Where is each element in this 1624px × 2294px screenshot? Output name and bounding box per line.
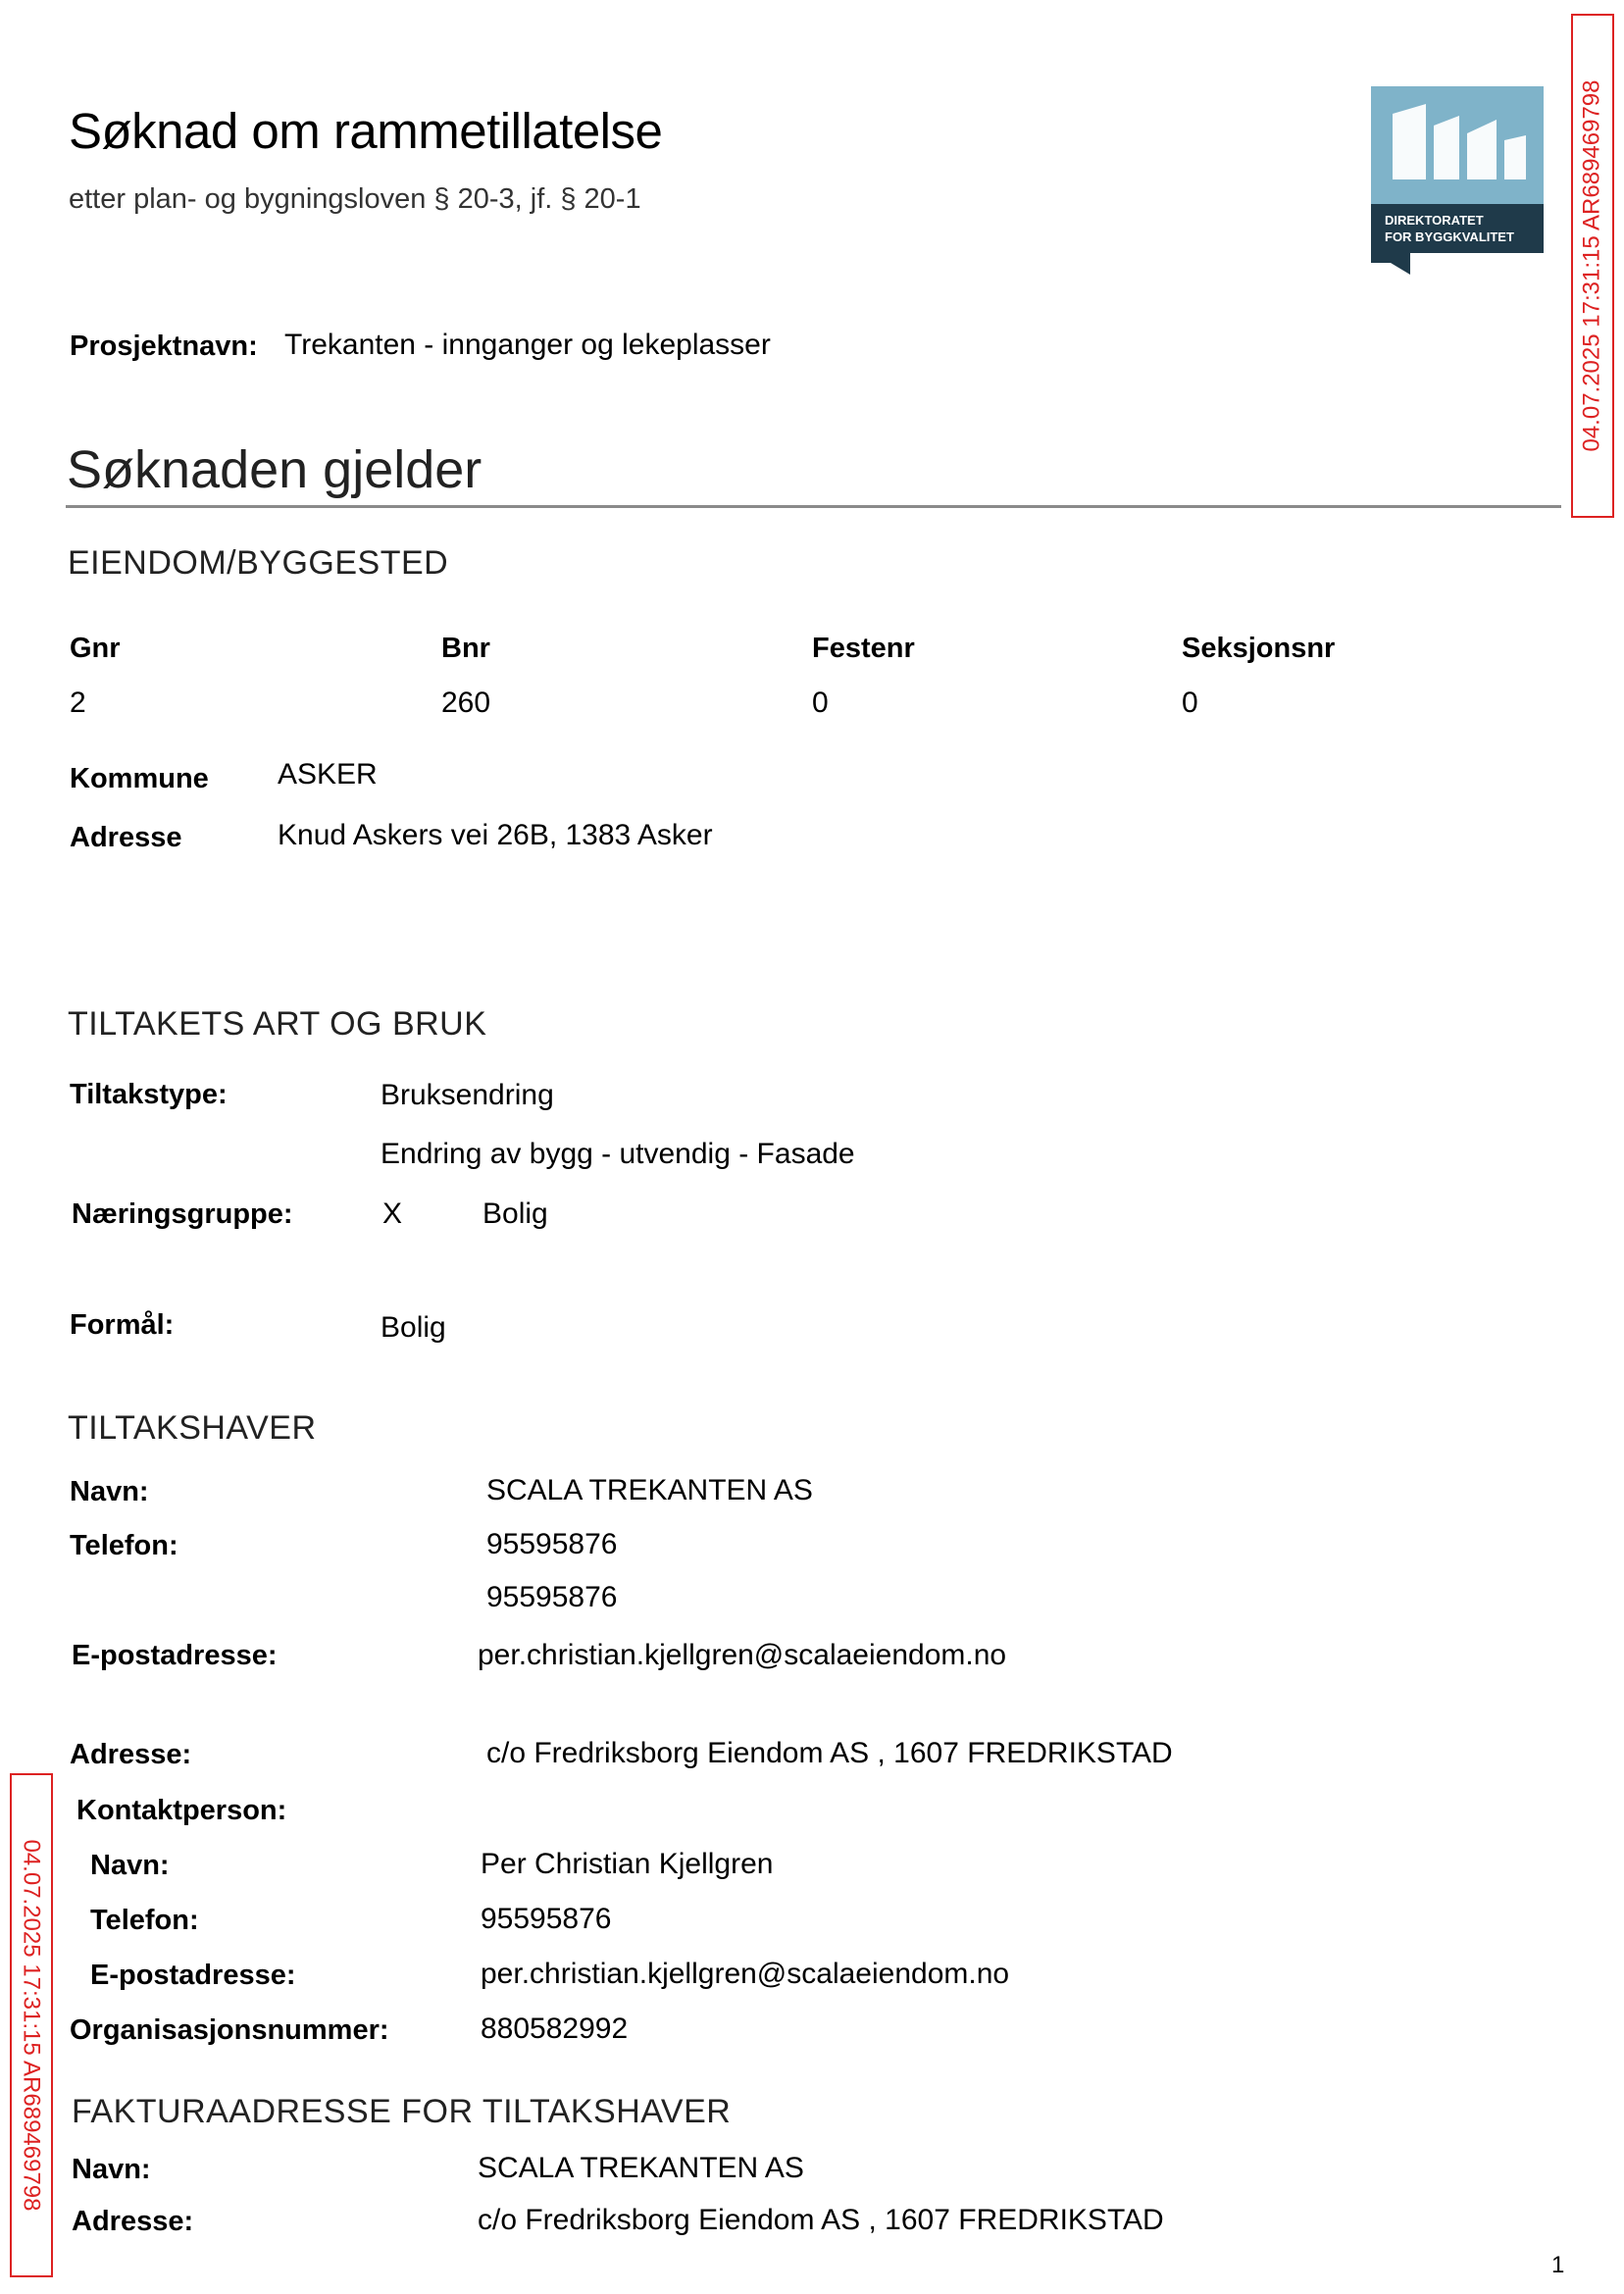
adresse-value: Knud Askers vei 26B, 1383 Asker (278, 819, 713, 851)
gnr-label: Gnr (70, 633, 121, 664)
formal-value: Bolig (381, 1311, 446, 1344)
dibk-logo (1371, 86, 1544, 275)
faktura-heading: FAKTURAADRESSE FOR TILTAKSHAVER (72, 2093, 732, 2130)
tiltakshaver-navn-value: SCALA TREKANTEN AS (486, 1474, 813, 1506)
tiltakstype-value-1: Bruksendring (381, 1079, 554, 1111)
faktura-navn-value: SCALA TREKANTEN AS (478, 2152, 804, 2184)
stamp-text: 04.07.2025 17:31:15 AR689469798 (19, 1839, 45, 2212)
page-number: 1 (1551, 2252, 1565, 2278)
festenr-label: Festenr (812, 633, 915, 664)
project-label: Prosjektnavn: (70, 331, 258, 362)
section-divider (66, 505, 1561, 508)
bnr-value: 260 (441, 687, 491, 719)
tiltakshaver-adresse-label: Adresse: (70, 1739, 192, 1770)
orgnr-label: Organisasjonsnummer: (70, 2014, 389, 2046)
kontakt-epost-value: per.christian.kjellgren@scalaeiendom.no (481, 1958, 1010, 1990)
document-subtitle: etter plan- og bygningsloven § 20-3, jf. § 20-1 (69, 183, 641, 215)
naeringsgruppe-code: X (382, 1198, 403, 1230)
bnr-label: Bnr (441, 633, 490, 664)
tiltakshaver-epost-value: per.christian.kjellgren@scalaeiendom.no (478, 1639, 1007, 1671)
kontaktperson-label: Kontaktperson: (76, 1795, 287, 1826)
kontakt-telefon-value: 95595876 (481, 1903, 612, 1935)
tiltakshaver-heading: TILTAKSHAVER (68, 1409, 317, 1447)
naeringsgruppe-label: Næringsgruppe: (72, 1198, 293, 1230)
project-value: Trekanten - innganger og lekeplasser (284, 329, 771, 361)
kommune-label: Kommune (70, 763, 209, 794)
faktura-navn-label: Navn: (72, 2154, 151, 2185)
tiltakshaver-telefon-value-1: 95595876 (486, 1528, 618, 1560)
kontakt-navn-value: Per Christian Kjellgren (481, 1848, 774, 1880)
tiltakshaver-telefon-value-2: 95595876 (486, 1581, 618, 1613)
document-title: Søknad om rammetillatelse (69, 103, 663, 159)
timestamp-stamp-top (1571, 14, 1614, 518)
orgnr-value: 880582992 (481, 2013, 629, 2045)
section-title: Søknaden gjelder (67, 440, 482, 499)
tiltakshaver-navn-label: Navn: (70, 1476, 149, 1507)
tiltakshaver-telefon-label: Telefon: (70, 1530, 178, 1561)
kommune-value: ASKER (278, 758, 378, 790)
tiltakstype-value-2: Endring av bygg - utvendig - Fasade (381, 1138, 855, 1170)
festenr-value: 0 (812, 687, 829, 719)
formal-label: Formål: (70, 1309, 175, 1341)
gnr-value: 2 (70, 687, 86, 719)
seksjonsnr-label: Seksjonsnr (1182, 633, 1336, 664)
timestamp-stamp-left (10, 1773, 53, 2277)
faktura-adresse-value: c/o Fredriksborg Eiendom AS , 1607 FREDRIKSTAD (478, 2204, 1164, 2236)
tiltakshaver-adresse-value: c/o Fredriksborg Eiendom AS , 1607 FREDRIKSTAD (486, 1737, 1173, 1769)
kontakt-telefon-label: Telefon: (90, 1905, 199, 1936)
eiendom-heading: EIENDOM/BYGGESTED (68, 544, 449, 582)
stamp-text: 04.07.2025 17:31:15 AR689469798 (1579, 79, 1605, 452)
faktura-adresse-label: Adresse: (72, 2206, 194, 2237)
kontakt-navn-label: Navn: (90, 1850, 170, 1881)
logo-line1: DIREKTORATET (1385, 213, 1484, 228)
naeringsgruppe-value: Bolig (482, 1198, 548, 1230)
tiltakshaver-epost-label: E-postadresse: (72, 1640, 278, 1671)
tiltak-heading: TILTAKETS ART OG BRUK (68, 1005, 487, 1043)
kontakt-epost-label: E-postadresse: (90, 1960, 296, 1991)
logo-line2: FOR BYGGKVALITET (1385, 229, 1514, 244)
seksjonsnr-value: 0 (1182, 687, 1198, 719)
tiltakstype-label: Tiltakstype: (70, 1079, 228, 1110)
adresse-label: Adresse (70, 822, 182, 853)
